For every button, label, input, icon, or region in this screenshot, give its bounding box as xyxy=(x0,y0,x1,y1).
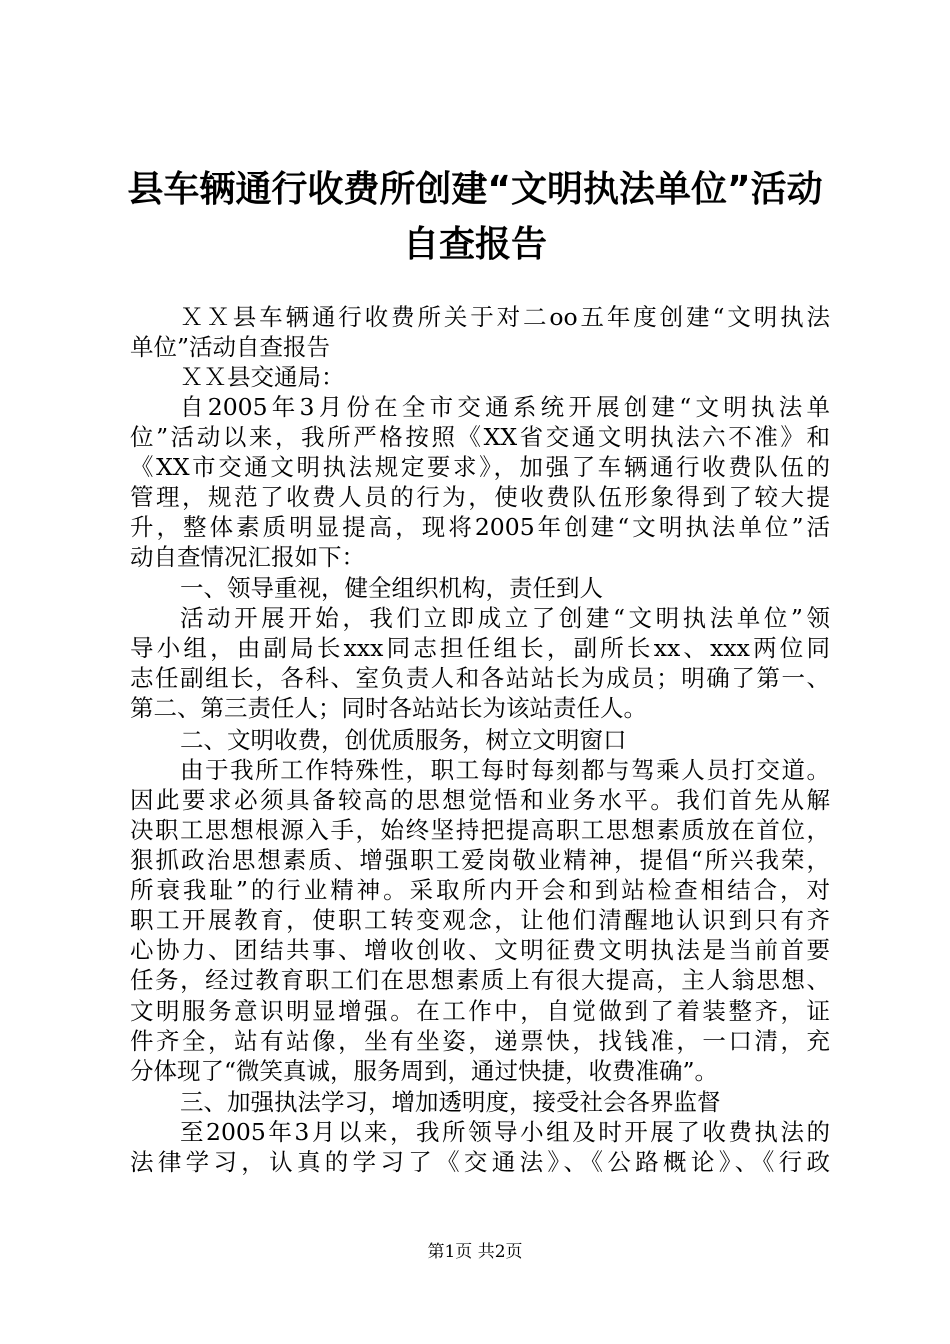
body-line: 第二、第三责任人；同时各站站长为该站责任人。 xyxy=(130,694,647,722)
body-line: 决职工思想根源入手，始终坚持把提高职工思想素质放在首位， xyxy=(130,816,830,844)
page-number: 第1页 共2页 xyxy=(427,1242,523,1262)
body-line: 位”活动以来，我所严格按照《XX省交通文明执法六不准》和 xyxy=(130,423,830,451)
body-line: 职工开展教育，使职工转变观念，让他们清醒地认识到只有齐 xyxy=(130,906,830,934)
section-heading: 二、文明收费，创优质服务，树立文明窗口 xyxy=(180,726,627,754)
body-line: 分体现了“微笑真诚，服务周到，通过快捷，收费准确”。 xyxy=(130,1057,719,1085)
body-line: 心协力、团结共事、增收创收、文明征费文明执法是当前首要 xyxy=(130,936,830,964)
body-line: 所衰我耻”的行业精神。采取所内开会和到站检查相结合，对 xyxy=(130,876,830,904)
body-line: 升，整体素质明显提高，现将2005年创建“文明执法单位”活 xyxy=(130,513,830,541)
body-line: 由于我所工作特殊性，职工每时每刻都与驾乘人员打交道。 xyxy=(180,756,830,784)
body-line: 法律学习，认真的学习了《交通法》、《公路概论》、《行政 xyxy=(130,1148,830,1176)
body-line: 活动开展开始，我们立即成立了创建“文明执法单位”领 xyxy=(180,604,830,632)
document-title-line-2: 自查报告 xyxy=(402,224,547,265)
body-line: 文明服务意识明显增强。在工作中，自觉做到了着装整齐，证 xyxy=(130,997,830,1025)
body-line: 志任副组长，各科、室负责人和各站站长为成员；明确了第一、 xyxy=(130,664,830,692)
body-line: ＸＸ县车辆通行收费所关于对二oo五年度创建“文明执法 xyxy=(180,303,830,331)
body-line: 管理，规范了收费人员的行为，使收费队伍形象得到了较大提 xyxy=(130,483,830,511)
body-line: 导小组，由副局长xxx同志担任组长，副所长xx、xxx两位同 xyxy=(130,634,830,662)
document-title-line-1: 县车辆通行收费所创建“文明执法单位”活动 xyxy=(127,169,823,210)
body-line: 至2005年3月以来，我所领导小组及时开展了收费执法的 xyxy=(180,1118,830,1146)
body-line: 《XX市交通文明执法规定要求》，加强了车辆通行收费队伍的 xyxy=(130,453,830,481)
body-line: 自2005年3月份在全市交通系统开展创建“文明执法单 xyxy=(180,393,830,421)
body-line: 动自查情况汇报如下： xyxy=(130,543,365,571)
body-line: 件齐全，站有站像，坐有坐姿，递票快，找钱准，一口清，充 xyxy=(130,1027,830,1055)
body-line: 狠抓政治思想素质、增强职工爱岗敬业精神，提倡“所兴我荣， xyxy=(130,846,830,874)
body-line: 因此要求必须具备较高的思想觉悟和业务水平。我们首先从解 xyxy=(130,786,830,814)
section-heading: 一、领导重视，健全组织机构，责任到人 xyxy=(180,574,603,602)
section-heading: 三、加强执法学习，增加透明度，接受社会各界监督 xyxy=(180,1088,721,1116)
body-line: ＸＸ县交通局： xyxy=(180,363,345,391)
body-line: 任务，经过教育职工们在思想素质上有很大提高，主人翁思想、 xyxy=(130,966,830,994)
body-line: 单位”活动自查报告 xyxy=(130,333,331,361)
